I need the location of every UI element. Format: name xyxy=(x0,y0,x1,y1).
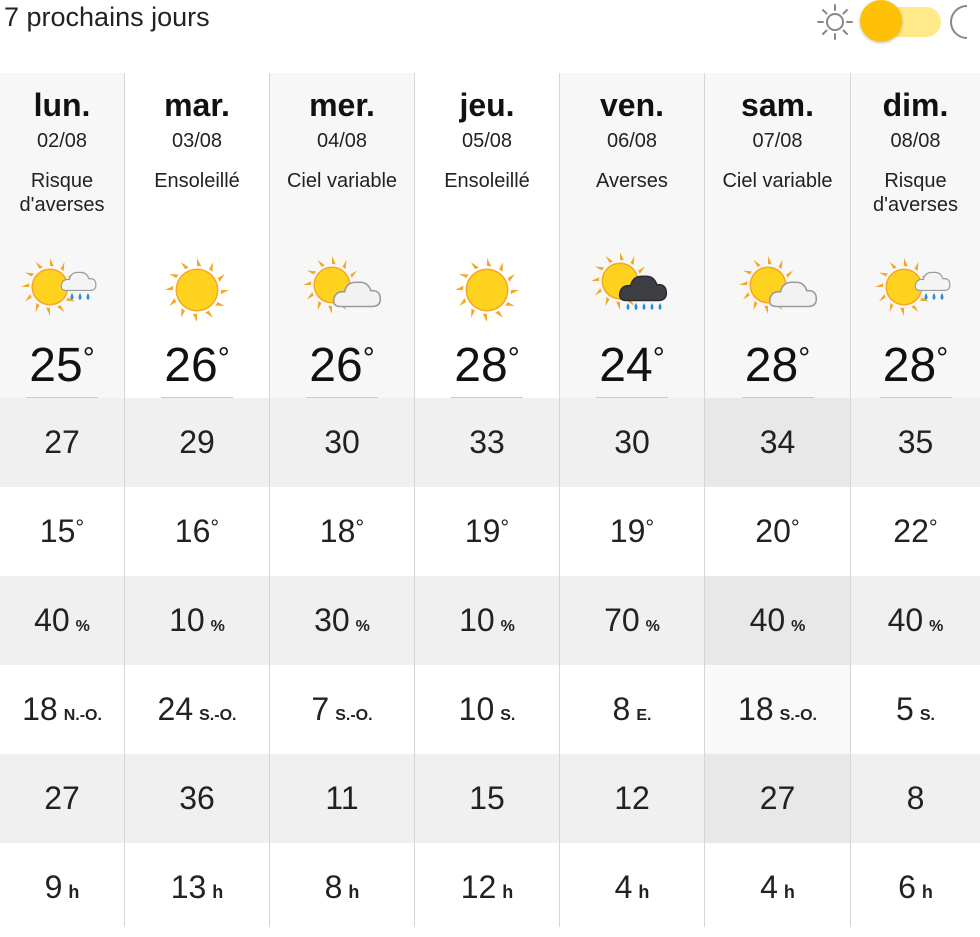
degree-symbol: ° xyxy=(790,515,800,540)
wind-direction: S.-O. xyxy=(199,707,237,724)
cell-value: 36 xyxy=(179,780,215,816)
degree-symbol: ° xyxy=(217,342,230,375)
day-name: ven. xyxy=(599,87,665,123)
max-temperature xyxy=(560,338,704,393)
wind-row xyxy=(0,665,124,754)
wind-row xyxy=(705,665,850,754)
wind-direction: E. xyxy=(636,707,652,724)
day-date: 07/08 xyxy=(752,130,803,152)
weather-condition: Risque d'averses xyxy=(873,170,958,216)
sunshine-row xyxy=(0,843,124,932)
weather-condition: Ciel variable xyxy=(286,170,398,192)
cell-value: 18 xyxy=(22,691,58,727)
percent-unit: % xyxy=(75,618,90,635)
temp-value: 28 xyxy=(882,339,937,392)
cell-value: 18 xyxy=(319,513,356,549)
feels-like-row xyxy=(415,398,559,487)
cell-value: 9 xyxy=(44,869,63,905)
wind-direction: S. xyxy=(919,707,935,724)
day-column[interactable] xyxy=(850,73,980,927)
cell-value: 30 xyxy=(614,424,650,460)
sun-icon xyxy=(155,253,239,327)
day-column[interactable] xyxy=(124,73,269,927)
cell-value: 35 xyxy=(897,424,934,460)
sun-icon xyxy=(445,253,529,327)
day-column[interactable] xyxy=(704,73,850,927)
cell-value: 13 xyxy=(170,869,207,905)
weather-condition: Ciel variable xyxy=(722,170,833,192)
degree-symbol: ° xyxy=(210,515,220,540)
sunshine-row xyxy=(270,843,414,932)
cell-value: 40 xyxy=(887,602,924,638)
max-temperature xyxy=(705,338,850,393)
gust-row xyxy=(0,754,124,843)
temp-value: 26 xyxy=(164,339,218,392)
rain-chance-row xyxy=(415,576,559,665)
hours-unit: h xyxy=(68,882,80,902)
gust-row xyxy=(705,754,850,843)
sun-cloud-icon xyxy=(300,253,384,327)
cell-value: 34 xyxy=(759,424,796,460)
sun-outline-icon xyxy=(815,2,855,42)
max-temperature xyxy=(415,338,559,393)
cell-value: 27 xyxy=(44,424,80,460)
day-column[interactable] xyxy=(0,73,124,927)
cell-value: 29 xyxy=(179,424,215,460)
day-date: 05/08 xyxy=(461,130,513,152)
wind-row xyxy=(270,665,414,754)
temp-value: 28 xyxy=(454,339,508,392)
cell-value: 15 xyxy=(469,780,505,816)
sun-cloud-icon xyxy=(736,253,820,327)
percent-unit: % xyxy=(210,618,225,635)
gust-row xyxy=(125,754,269,843)
theme-toggle[interactable] xyxy=(815,0,980,44)
cell-value: 8 xyxy=(324,869,343,905)
day-column[interactable] xyxy=(269,73,414,927)
min-temp-row xyxy=(851,487,980,576)
cell-value: 12 xyxy=(460,869,497,905)
feels-like-row xyxy=(0,398,124,487)
degree-symbol: ° xyxy=(355,515,365,540)
hours-unit: h xyxy=(348,882,360,902)
cell-value: 8 xyxy=(906,780,925,816)
percent-unit: % xyxy=(791,618,806,635)
day-date: 03/08 xyxy=(171,130,223,152)
percent-unit: % xyxy=(500,618,515,635)
day-name: lun. xyxy=(33,87,91,123)
cell-value: 4 xyxy=(614,869,633,905)
day-date: 06/08 xyxy=(606,130,658,152)
feels-like-row xyxy=(705,398,850,487)
day-name: dim. xyxy=(882,87,949,123)
cell-value: 40 xyxy=(34,602,70,638)
weather-condition: Averses xyxy=(596,170,668,192)
sun-cloud-rain-icon xyxy=(20,253,104,327)
sun-dark-cloud-rain-icon xyxy=(590,253,674,327)
max-temperature xyxy=(125,338,269,393)
cell-value: 11 xyxy=(325,780,359,816)
rain-chance-row xyxy=(270,576,414,665)
wind-row xyxy=(851,665,980,754)
feels-like-row xyxy=(560,398,704,487)
cell-value: 70 xyxy=(604,602,640,638)
cell-value: 10 xyxy=(459,602,495,638)
day-date: 04/08 xyxy=(316,130,368,152)
day-name: sam. xyxy=(741,87,814,123)
cell-value: 40 xyxy=(749,602,786,638)
cell-value: 19 xyxy=(609,513,646,549)
degree-symbol: ° xyxy=(82,342,95,375)
forecast-grid xyxy=(0,73,980,927)
wind-row xyxy=(560,665,704,754)
max-temperature xyxy=(270,338,414,393)
wind-row xyxy=(125,665,269,754)
day-header xyxy=(560,73,704,398)
cell-value: 6 xyxy=(898,869,916,905)
day-date: 02/08 xyxy=(36,130,88,152)
day-header xyxy=(0,73,124,398)
day-name: mar. xyxy=(164,87,230,123)
cell-value: 4 xyxy=(760,869,778,905)
rain-chance-row xyxy=(125,576,269,665)
cell-value: 18 xyxy=(738,691,774,727)
day-header xyxy=(705,73,850,398)
day-header xyxy=(270,73,414,398)
feels-like-row xyxy=(125,398,269,487)
weather-condition: Ensoleillé xyxy=(154,170,240,192)
cell-value: 27 xyxy=(44,780,80,816)
hours-unit: h xyxy=(212,882,224,902)
min-temp-row xyxy=(0,487,124,576)
min-temp-row xyxy=(705,487,850,576)
wind-row xyxy=(415,665,559,754)
temp-value: 28 xyxy=(744,339,799,392)
cell-value: 5 xyxy=(896,691,914,727)
degree-symbol: ° xyxy=(362,342,375,375)
day-column[interactable] xyxy=(559,73,704,927)
percent-unit: % xyxy=(355,618,370,635)
day-header xyxy=(125,73,269,398)
sunshine-row xyxy=(415,843,559,932)
hours-unit: h xyxy=(638,882,650,902)
cell-value: 20 xyxy=(755,513,791,549)
toggle-knob[interactable] xyxy=(860,0,902,42)
sunshine-row xyxy=(125,843,269,932)
degree-symbol: ° xyxy=(75,515,85,540)
day-name: mer. xyxy=(309,87,375,123)
weather-condition: Risque d'averses xyxy=(19,170,105,216)
gust-row xyxy=(415,754,559,843)
max-temperature xyxy=(851,338,980,393)
cell-value: 15 xyxy=(39,513,76,549)
gust-row xyxy=(851,754,980,843)
max-temperature xyxy=(0,338,124,393)
degree-symbol: ° xyxy=(652,342,665,375)
degree-symbol: ° xyxy=(798,342,811,375)
percent-unit: % xyxy=(645,618,660,635)
sun-cloud-rain-icon xyxy=(874,253,958,327)
gust-row xyxy=(270,754,414,843)
day-header xyxy=(415,73,559,398)
weather-condition: Ensoleillé xyxy=(444,170,530,192)
day-column[interactable] xyxy=(414,73,559,927)
cell-value: 19 xyxy=(464,513,501,549)
day-date: 08/08 xyxy=(890,130,941,152)
day-name: jeu. xyxy=(459,87,515,123)
cell-value: 8 xyxy=(612,691,631,727)
crescent-moon-icon xyxy=(945,2,979,42)
wind-direction: S.-O. xyxy=(335,707,373,724)
sunshine-row xyxy=(705,843,850,932)
cell-value: 22 xyxy=(893,513,929,549)
day-header xyxy=(851,73,980,398)
degree-symbol: ° xyxy=(928,515,938,540)
cell-value: 10 xyxy=(169,602,205,638)
cell-value: 27 xyxy=(759,780,796,816)
rain-chance-row xyxy=(705,576,850,665)
hours-unit: h xyxy=(921,882,933,902)
min-temp-row xyxy=(560,487,704,576)
wind-direction: N.-O. xyxy=(63,707,102,724)
degree-symbol: ° xyxy=(507,342,520,375)
feels-like-row xyxy=(851,398,980,487)
hours-unit: h xyxy=(502,882,514,902)
rain-chance-row xyxy=(851,576,980,665)
wind-direction: S. xyxy=(500,707,516,724)
temp-value: 25 xyxy=(29,339,83,392)
gust-row xyxy=(560,754,704,843)
degree-symbol: ° xyxy=(645,515,655,540)
cell-value: 30 xyxy=(324,424,360,460)
temp-value: 26 xyxy=(309,339,363,392)
degree-symbol: ° xyxy=(500,515,510,540)
cell-value: 10 xyxy=(458,691,495,727)
cell-value: 33 xyxy=(469,424,505,460)
cell-value: 7 xyxy=(311,691,330,727)
temp-value: 24 xyxy=(599,339,653,392)
degree-symbol: ° xyxy=(936,342,949,375)
cell-value: 16 xyxy=(174,513,211,549)
min-temp-row xyxy=(270,487,414,576)
wind-direction: S.-O. xyxy=(779,707,817,724)
page-title: 7 prochains jours xyxy=(4,2,210,32)
hours-unit: h xyxy=(783,882,795,902)
percent-unit: % xyxy=(929,618,944,635)
rain-chance-row xyxy=(560,576,704,665)
min-temp-row xyxy=(415,487,559,576)
sunshine-row xyxy=(560,843,704,932)
feels-like-row xyxy=(270,398,414,487)
cell-value: 24 xyxy=(157,691,194,727)
sunshine-row xyxy=(851,843,980,932)
cell-value: 30 xyxy=(314,602,350,638)
min-temp-row xyxy=(125,487,269,576)
rain-chance-row xyxy=(0,576,124,665)
cell-value: 12 xyxy=(614,780,650,816)
